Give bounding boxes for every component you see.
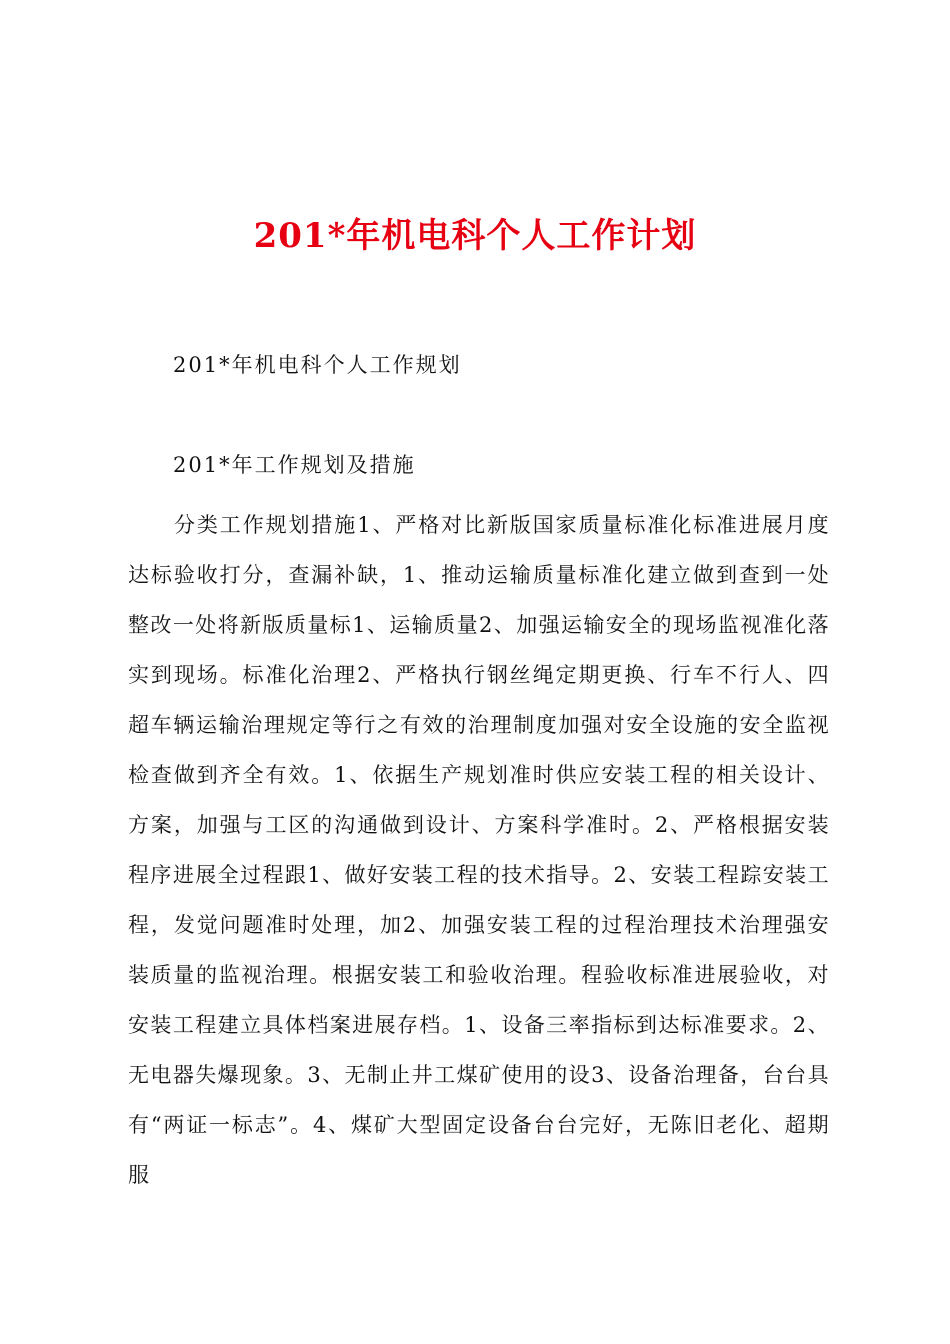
document-title: 201*年机电科个人工作计划 — [253, 216, 697, 256]
body-paragraph: 分类工作规划措施1、严格对比新版国家质量标准化标准进展月度达标验收打分，查漏补缺，1、推动运输质量标准化建立做到查到一处整改一处将新版质量标1、运输质量2、加强运输安全的现场监视准化落实到现场。标准化治理2、严格执行钢丝绳定期更换、行车不行人、四超车辆运输治理规定等行之有效的治理制度加强对安全设施的安全监视检查做到齐全有效。1、依据生产规划准时供应安装工程的相关设计、方案，加强与工区的沟通做到设计、方案科学准时。2、严格根据安装程序进展全过程跟1、做好安装工程的技术指导。2、安装工程踪安装工程，发觉问题准时处理，加2、加强安装工程的过程治理技术治理强安装质量的监视治理。根据安装工和验收治理。程验收标准进展验收，对安装工程建立具体档案进展存档。1、设备三率指标到达标准要求。2、无电器失爆现象。3、无制止井工煤矿使用的设3、设备治理备，台台具有“两证一标志”。4、煤矿大型固定设备台台完好，无陈旧老化、超期服 — [128, 513, 830, 1187]
document-subtitle: 201*年机电科个人工作规划 — [173, 353, 462, 377]
section-heading: 201*年工作规划及措施 — [173, 453, 416, 477]
